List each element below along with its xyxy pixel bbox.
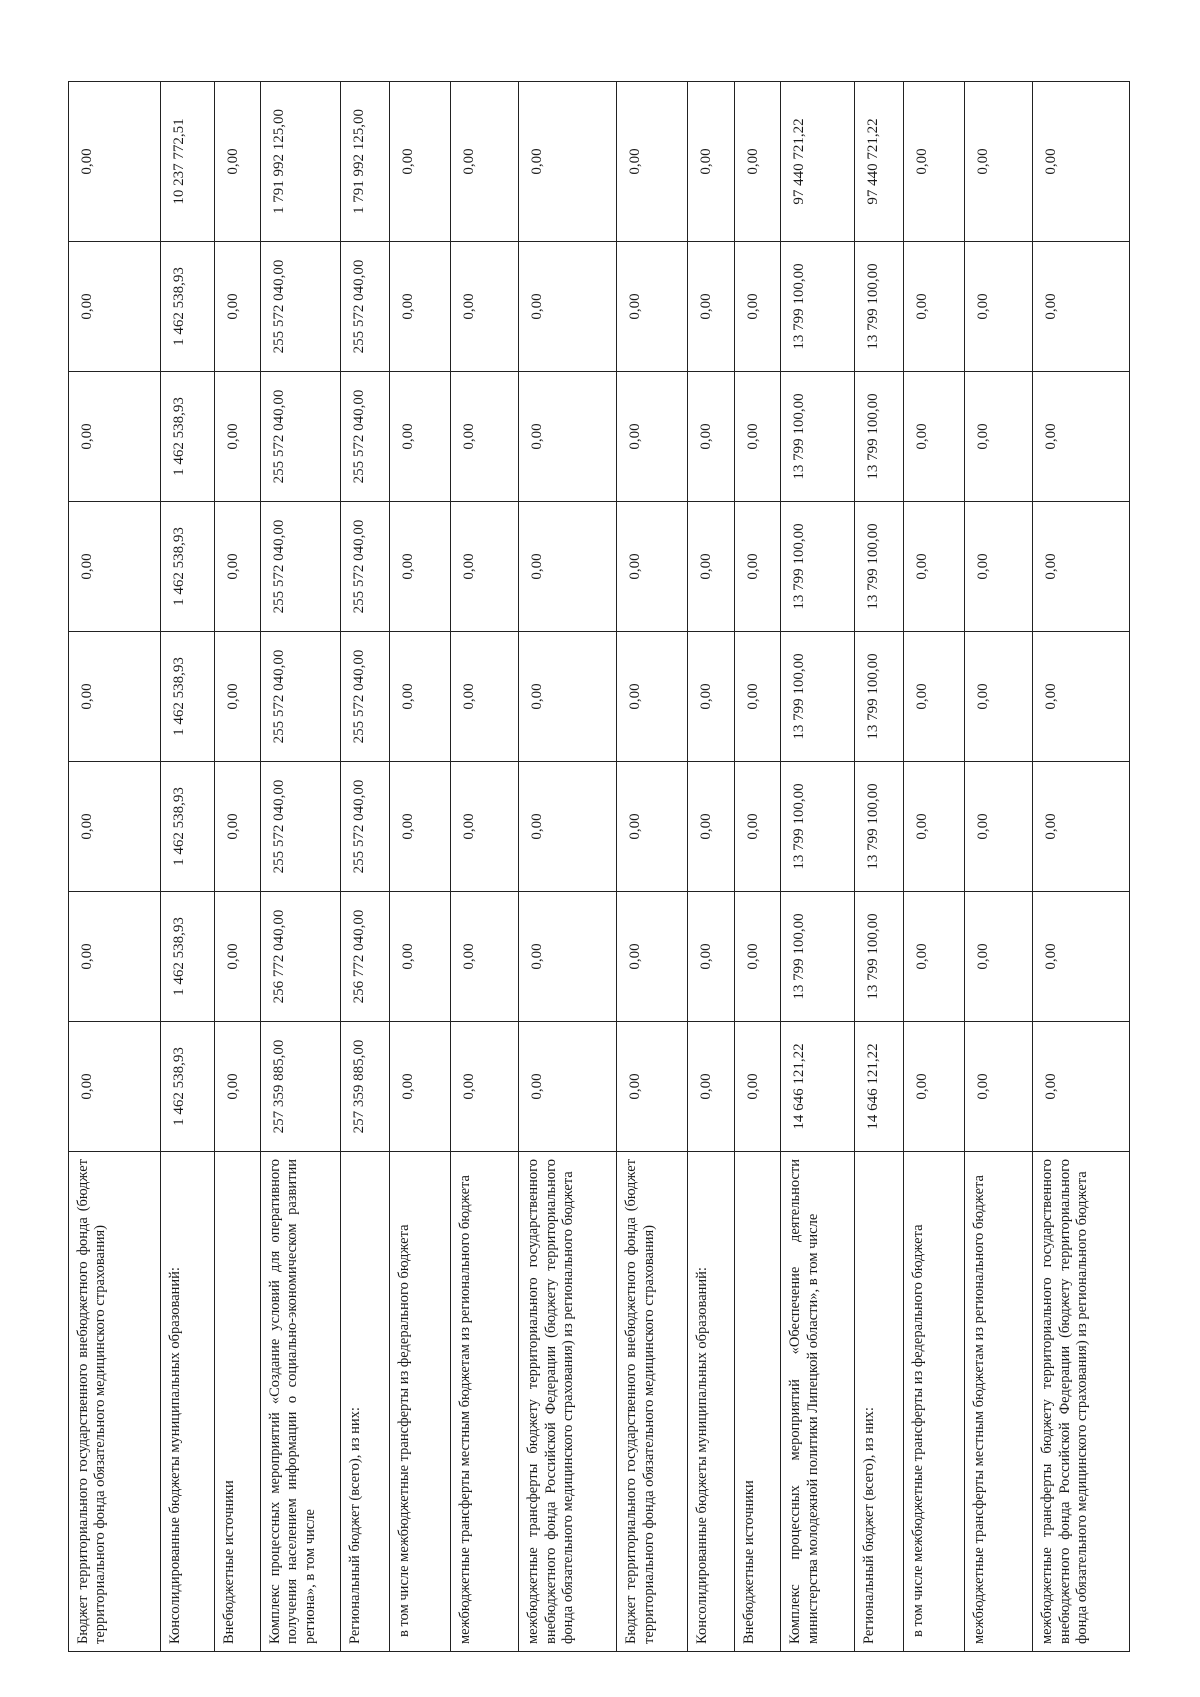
- value-cell: 0,00: [734, 762, 780, 892]
- value-cell: 0,00: [389, 632, 450, 762]
- value-cell: 0,00: [1033, 892, 1130, 1022]
- budget-table-body: [69, 82, 1130, 1652]
- value-cell: 13 799 100,00: [781, 632, 854, 762]
- value-cell: 256 772 040,00: [340, 892, 389, 1022]
- value-cell: 0,00: [964, 502, 1033, 632]
- row-label: Внебюджетные источники: [734, 1152, 780, 1652]
- value-cell: 0,00: [903, 242, 964, 372]
- row-label: межбюджетные трансферты местным бюджетам из регионального бюджета: [450, 1152, 519, 1652]
- value-cell: 0,00: [688, 1022, 734, 1152]
- total-cell: 0,00: [964, 82, 1033, 242]
- value-cell: 0,00: [903, 502, 964, 632]
- value-cell: 0,00: [519, 372, 617, 502]
- value-cell: 0,00: [617, 1022, 688, 1152]
- total-cell: 0,00: [450, 82, 519, 242]
- total-cell: 0,00: [903, 82, 964, 242]
- total-cell: 0,00: [69, 82, 161, 242]
- value-cell: 0,00: [519, 1022, 617, 1152]
- total-cell: 0,00: [617, 82, 688, 242]
- value-cell: 0,00: [617, 892, 688, 1022]
- row-label: Консолидированные бюджеты муниципальных образований:: [160, 1152, 214, 1652]
- value-cell: 0,00: [734, 242, 780, 372]
- value-cell: 13 799 100,00: [854, 762, 903, 892]
- value-cell: 0,00: [1033, 502, 1130, 632]
- value-cell: 255 572 040,00: [340, 242, 389, 372]
- value-cell: 13 799 100,00: [854, 892, 903, 1022]
- value-cell: 0,00: [617, 502, 688, 632]
- value-cell: 255 572 040,00: [340, 632, 389, 762]
- table-row: [781, 82, 854, 1652]
- value-cell: 0,00: [519, 242, 617, 372]
- value-cell: 0,00: [214, 762, 260, 892]
- value-cell: 0,00: [1033, 242, 1130, 372]
- value-cell: 0,00: [903, 1022, 964, 1152]
- table-row: [617, 82, 688, 1652]
- table-row: [450, 82, 519, 1652]
- table-row: [69, 82, 161, 1652]
- value-cell: 0,00: [688, 762, 734, 892]
- value-cell: 0,00: [1033, 632, 1130, 762]
- value-cell: 0,00: [450, 632, 519, 762]
- value-cell: 1 462 538,93: [160, 762, 214, 892]
- value-cell: 14 646 121,22: [854, 1022, 903, 1152]
- value-cell: 0,00: [69, 762, 161, 892]
- row-label: Консолидированные бюджеты муниципальных образований:: [688, 1152, 734, 1652]
- total-cell: 97 440 721,22: [854, 82, 903, 242]
- total-cell: 0,00: [214, 82, 260, 242]
- value-cell: 255 572 040,00: [340, 372, 389, 502]
- value-cell: 1 462 538,93: [160, 892, 214, 1022]
- value-cell: 13 799 100,00: [781, 372, 854, 502]
- value-cell: 255 572 040,00: [340, 502, 389, 632]
- value-cell: 13 799 100,00: [854, 632, 903, 762]
- value-cell: 0,00: [903, 632, 964, 762]
- value-cell: 13 799 100,00: [781, 892, 854, 1022]
- value-cell: 255 572 040,00: [261, 502, 341, 632]
- row-label: межбюджетные трансферты местным бюджетам из регионального бюджета: [964, 1152, 1033, 1652]
- table-row: [160, 82, 214, 1652]
- value-cell: 0,00: [617, 762, 688, 892]
- value-cell: 0,00: [734, 632, 780, 762]
- table-row: [903, 82, 964, 1652]
- value-cell: 0,00: [69, 1022, 161, 1152]
- value-cell: 14 646 121,22: [781, 1022, 854, 1152]
- row-label: Комплекс процессных мероприятий «Обеспечение деятельности министерства молодежной политики Липецкой области», в том числе: [781, 1152, 854, 1652]
- value-cell: 0,00: [964, 892, 1033, 1022]
- value-cell: 0,00: [964, 632, 1033, 762]
- value-cell: 0,00: [964, 372, 1033, 502]
- value-cell: 13 799 100,00: [781, 762, 854, 892]
- value-cell: 0,00: [903, 762, 964, 892]
- value-cell: 0,00: [389, 762, 450, 892]
- table-row: [261, 82, 341, 1652]
- table-row: [214, 82, 260, 1652]
- value-cell: 0,00: [903, 372, 964, 502]
- value-cell: 1 462 538,93: [160, 502, 214, 632]
- value-cell: 0,00: [519, 892, 617, 1022]
- row-label: в том числе межбюджетные трансферты из федерального бюджета: [389, 1152, 450, 1652]
- value-cell: 0,00: [69, 502, 161, 632]
- value-cell: 0,00: [214, 892, 260, 1022]
- table-row: [734, 82, 780, 1652]
- table-row: [1033, 82, 1130, 1652]
- value-cell: 0,00: [450, 372, 519, 502]
- value-cell: 0,00: [69, 632, 161, 762]
- value-cell: 0,00: [214, 1022, 260, 1152]
- value-cell: 13 799 100,00: [854, 372, 903, 502]
- value-cell: 257 359 885,00: [261, 1022, 341, 1152]
- table-row: [519, 82, 617, 1652]
- total-cell: 97 440 721,22: [781, 82, 854, 242]
- table-row: [688, 82, 734, 1652]
- value-cell: 0,00: [688, 632, 734, 762]
- value-cell: 1 462 538,93: [160, 1022, 214, 1152]
- table-row: [340, 82, 389, 1652]
- value-cell: 13 799 100,00: [854, 502, 903, 632]
- value-cell: 0,00: [214, 632, 260, 762]
- value-cell: 0,00: [214, 502, 260, 632]
- row-label: Региональный бюджет (всего), из них:: [340, 1152, 389, 1652]
- value-cell: 1 462 538,93: [160, 372, 214, 502]
- total-cell: 0,00: [688, 82, 734, 242]
- value-cell: 0,00: [688, 372, 734, 502]
- value-cell: 1 462 538,93: [160, 632, 214, 762]
- value-cell: 13 799 100,00: [781, 502, 854, 632]
- value-cell: 0,00: [450, 1022, 519, 1152]
- value-cell: 0,00: [1033, 1022, 1130, 1152]
- table-row: [389, 82, 450, 1652]
- total-cell: 1 791 992 125,00: [340, 82, 389, 242]
- value-cell: 1 462 538,93: [160, 242, 214, 372]
- row-label: Бюджет территориального государственного внебюджетного фонда (бюджет территориального фонда обязательного медицинского страхования): [69, 1152, 161, 1652]
- value-cell: 0,00: [389, 1022, 450, 1152]
- rotated-page: [68, 82, 1130, 1652]
- value-cell: 0,00: [450, 892, 519, 1022]
- value-cell: 0,00: [1033, 372, 1130, 502]
- value-cell: 256 772 040,00: [261, 892, 341, 1022]
- total-cell: 0,00: [734, 82, 780, 242]
- value-cell: 0,00: [688, 502, 734, 632]
- value-cell: 0,00: [688, 892, 734, 1022]
- value-cell: 0,00: [617, 632, 688, 762]
- total-cell: 0,00: [1033, 82, 1130, 242]
- value-cell: 0,00: [617, 242, 688, 372]
- row-label: Бюджет территориального государственного внебюджетного фонда (бюджет территориального фонда обязательного медицинского страхования): [617, 1152, 688, 1652]
- value-cell: 0,00: [734, 502, 780, 632]
- value-cell: 0,00: [1033, 762, 1130, 892]
- total-cell: 0,00: [519, 82, 617, 242]
- value-cell: 0,00: [734, 1022, 780, 1152]
- value-cell: 0,00: [519, 502, 617, 632]
- value-cell: 0,00: [734, 372, 780, 502]
- row-label: в том числе межбюджетные трансферты из федерального бюджета: [903, 1152, 964, 1652]
- value-cell: 255 572 040,00: [261, 372, 341, 502]
- row-label: Внебюджетные источники: [214, 1152, 260, 1652]
- total-cell: 10 237 772,51: [160, 82, 214, 242]
- value-cell: 0,00: [69, 372, 161, 502]
- value-cell: 0,00: [688, 242, 734, 372]
- value-cell: 0,00: [69, 892, 161, 1022]
- value-cell: 0,00: [964, 762, 1033, 892]
- row-label: Комплекс процессных мероприятий «Создание условий для оперативного получения населением информации о социально-экономическом развитии региона», в том числе: [261, 1152, 341, 1652]
- value-cell: 0,00: [389, 502, 450, 632]
- value-cell: 0,00: [389, 242, 450, 372]
- table-row: [854, 82, 903, 1652]
- value-cell: 255 572 040,00: [340, 762, 389, 892]
- value-cell: 0,00: [450, 762, 519, 892]
- value-cell: 0,00: [389, 892, 450, 1022]
- value-cell: 257 359 885,00: [340, 1022, 389, 1152]
- budget-table: [68, 81, 1130, 1652]
- row-label: Региональный бюджет (всего), из них:: [854, 1152, 903, 1652]
- value-cell: 13 799 100,00: [781, 242, 854, 372]
- value-cell: 0,00: [519, 632, 617, 762]
- table-row: [964, 82, 1033, 1652]
- value-cell: 0,00: [450, 502, 519, 632]
- value-cell: 0,00: [214, 242, 260, 372]
- value-cell: 13 799 100,00: [854, 242, 903, 372]
- value-cell: 255 572 040,00: [261, 242, 341, 372]
- value-cell: 0,00: [69, 242, 161, 372]
- row-label: межбюджетные трансферты бюджету территориального государственного внебюджетного фонда Российской Федерации (бюджету территориального фонда обязательного медицинского страхования) из регионального бюджета: [1033, 1152, 1130, 1652]
- value-cell: 0,00: [964, 242, 1033, 372]
- value-cell: 0,00: [214, 372, 260, 502]
- value-cell: 0,00: [903, 892, 964, 1022]
- value-cell: 0,00: [964, 1022, 1033, 1152]
- value-cell: 0,00: [734, 892, 780, 1022]
- value-cell: 255 572 040,00: [261, 632, 341, 762]
- value-cell: 0,00: [519, 762, 617, 892]
- value-cell: 0,00: [450, 242, 519, 372]
- value-cell: 0,00: [617, 372, 688, 502]
- total-cell: 0,00: [389, 82, 450, 242]
- value-cell: 0,00: [389, 372, 450, 502]
- total-cell: 1 791 992 125,00: [261, 82, 341, 242]
- value-cell: 255 572 040,00: [261, 762, 341, 892]
- row-label: межбюджетные трансферты бюджету территориального государственного внебюджетного фонда Российской Федерации (бюджету территориального фонда обязательного медицинского страхования) из регионального бюджета: [519, 1152, 617, 1652]
